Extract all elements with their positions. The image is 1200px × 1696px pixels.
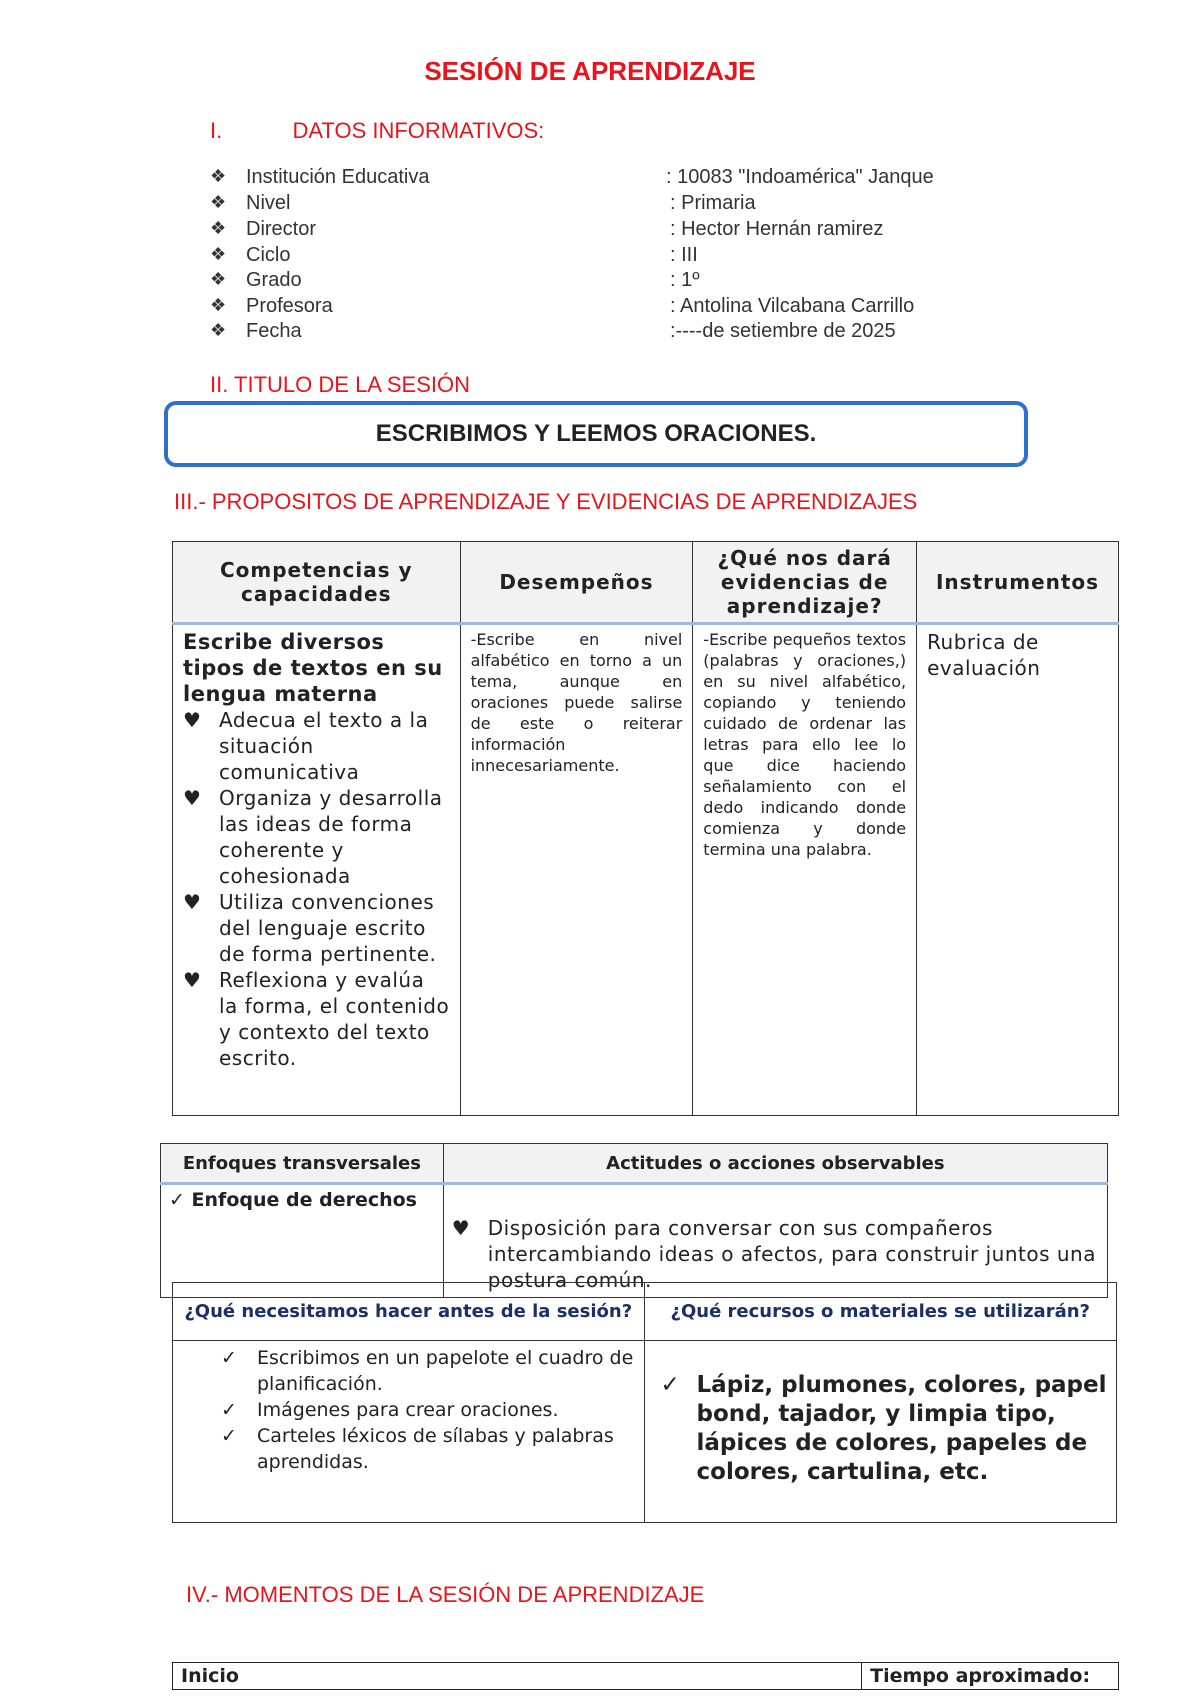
- info-label: Nivel: [246, 192, 291, 214]
- heart-icon: ♥: [183, 890, 202, 914]
- list-item: [221, 1345, 636, 1397]
- info-label: Profesora: [246, 295, 333, 317]
- list-item: [221, 1397, 636, 1423]
- section-1-number: I.: [210, 118, 223, 143]
- info-label: Institución Educativa: [246, 166, 430, 188]
- check-icon: ✓: [221, 1425, 237, 1447]
- info-label: Grado: [246, 269, 302, 291]
- diamond-bullet-icon: ❖: [210, 320, 227, 340]
- check-icon: ✓: [221, 1347, 237, 1369]
- info-label: Ciclo: [246, 244, 291, 266]
- session-title: ESCRIBIMOS Y LEEMOS ORACIONES.: [375, 420, 817, 447]
- section-3-heading: III.- PROPOSITOS DE APRENDIZAJE Y EVIDENCIAS DE APRENDIZAJES: [174, 489, 918, 514]
- attitude-cell: [443, 1184, 1107, 1298]
- header-instruments: Instrumentos: [917, 542, 1119, 624]
- section-4-heading: IV.- MOMENTOS DE LA SESIÓN DE APRENDIZAJE: [186, 1582, 705, 1607]
- list-item: [183, 889, 450, 967]
- capacity-text: Adecua el texto a la situación comunicativa: [219, 708, 429, 784]
- header-approaches: Enfoques transversales: [161, 1144, 444, 1184]
- page-title: SESIÓN DE APRENDIZAJE: [424, 56, 756, 86]
- item-text: Imágenes para crear oraciones.: [257, 1399, 559, 1421]
- check-icon: ✓: [221, 1399, 237, 1421]
- table-header-row: [173, 1283, 1117, 1341]
- section-2-heading: II. TITULO DE LA SESIÓN: [210, 372, 471, 397]
- heart-icon: ♥: [451, 1216, 471, 1240]
- instrument-cell: Rubrica de evaluación: [917, 624, 1119, 1116]
- info-label: Fecha: [246, 320, 302, 342]
- diamond-bullet-icon: ❖: [210, 295, 227, 315]
- header-competencies: Competencias y capacidades: [173, 542, 461, 624]
- heart-icon: ♥: [183, 968, 202, 992]
- diamond-bullet-icon: ❖: [210, 192, 227, 212]
- approach-cell: [161, 1184, 444, 1298]
- preparation-table: [172, 1282, 1117, 1523]
- info-value: : Hector Hernán ramirez: [670, 218, 884, 240]
- info-value: : III: [670, 244, 698, 266]
- approach-text: Enfoque de derechos: [191, 1189, 417, 1211]
- capacity-text: Reflexiona y evalúa la forma, el contenido y contexto del texto escrito.: [219, 968, 450, 1070]
- list-item: [661, 1371, 1108, 1487]
- table-row: [173, 1663, 1119, 1690]
- materials-list: [653, 1371, 1108, 1487]
- approx-time-cell: Tiempo aproximado:: [862, 1663, 1119, 1690]
- heart-icon: ♥: [183, 708, 202, 732]
- header-evidence: ¿Qué nos dará evidencias de aprendizaje?: [693, 542, 917, 624]
- info-value: :----de setiembre de 2025: [670, 320, 896, 342]
- header-attitudes: Actitudes o acciones observables: [443, 1144, 1107, 1184]
- heart-icon: ♥: [183, 786, 202, 810]
- list-item: [183, 785, 450, 889]
- info-value: : Antolina Vilcabana Carrillo: [670, 295, 915, 317]
- capacity-list: [183, 707, 450, 1071]
- performance-cell: -Escribe en nivel alfabético en torno a un tema, aunque en oraciones puede salirse de este o reiterar información innecesariamente.: [460, 624, 693, 1116]
- item-text: Lápiz, plumones, colores, papel bond, tajador, y limpia tipo, lápices de colores, papeles de colores, cartulina, etc.: [696, 1372, 1107, 1485]
- diamond-bullet-icon: ❖: [210, 244, 227, 264]
- list-item: [183, 967, 450, 1071]
- header-before-session: ¿Qué necesitamos hacer antes de la sesión?: [173, 1283, 645, 1341]
- diamond-bullet-icon: ❖: [210, 166, 227, 186]
- materials-cell: [644, 1341, 1116, 1523]
- item-text: Escribimos en un papelote el cuadro de planificación.: [257, 1347, 634, 1395]
- info-value: : Primaria: [670, 192, 756, 214]
- check-icon: ✓: [169, 1189, 185, 1211]
- table-header-row: [173, 542, 1119, 624]
- table-row: [173, 1341, 1117, 1523]
- info-value: : 1º: [670, 269, 700, 291]
- competencies-cell: [173, 624, 461, 1116]
- approach-table: [160, 1143, 1108, 1298]
- diamond-bullet-icon: ❖: [210, 218, 227, 238]
- item-text: Carteles léxicos de sílabas y palabras aprendidas.: [257, 1425, 614, 1473]
- section-1-heading: [210, 118, 544, 144]
- list-item: [183, 707, 450, 785]
- table-header-row: [161, 1144, 1108, 1184]
- moments-table: [172, 1662, 1119, 1690]
- competence-title: Escribe diversos tipos de textos en su lengua materna: [183, 630, 443, 706]
- before-session-cell: [173, 1341, 645, 1523]
- evidence-cell: -Escribe pequeños textos (palabras y oraciones,) en su nivel alfabético, copiando y teniendo cuidado de ordenar las letras para ello lee lo que dice haciendo señalamiento con el dedo indicando donde comienza y donde termina una palabra.: [693, 624, 917, 1116]
- moment-start-cell: Inicio: [173, 1663, 862, 1690]
- diamond-bullet-icon: ❖: [210, 269, 227, 289]
- check-icon: ✓: [660, 1372, 680, 1398]
- table-row: [173, 624, 1119, 1116]
- header-materials: ¿Qué recursos o materiales se utilizarán?: [644, 1283, 1116, 1341]
- header-performance: Desempeños: [460, 542, 693, 624]
- capacity-text: Organiza y desarrolla las ideas de forma coherente y cohesionada: [219, 786, 443, 888]
- info-label: Director: [246, 218, 317, 240]
- attitude-text: Disposición para conversar con sus compañeros intercambiando ideas o afectos, para construir juntos una postura común.: [487, 1216, 1096, 1292]
- info-value: : 10083 "Indoamérica" Janque: [666, 166, 934, 188]
- purpose-table: [172, 541, 1119, 1116]
- list-item: [221, 1423, 636, 1475]
- table-row: [161, 1184, 1108, 1298]
- session-title-box: [164, 401, 1028, 467]
- before-session-list: [181, 1345, 636, 1475]
- section-1-label: DATOS INFORMATIVOS:: [292, 118, 545, 143]
- capacity-text: Utiliza convenciones del lenguaje escrito de forma pertinente.: [219, 890, 437, 966]
